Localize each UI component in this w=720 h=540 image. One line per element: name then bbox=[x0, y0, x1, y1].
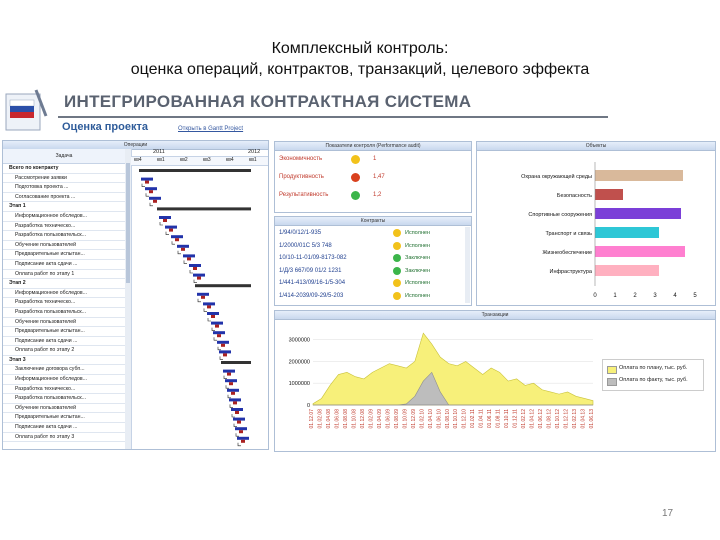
trans-x-tick: 01.10.12 bbox=[555, 409, 562, 429]
task-row[interactable]: Рассмотрение заявки bbox=[3, 174, 125, 184]
gantt-fact-bar bbox=[197, 277, 201, 280]
trans-x-tick: 01.10.10 bbox=[453, 409, 460, 429]
transactions-panel bbox=[274, 310, 716, 452]
contract-status-dot-icon bbox=[393, 254, 401, 262]
open-gantt-link[interactable]: Открыть в Gantt Project bbox=[178, 126, 244, 132]
perf-indicator-name: Продуктивность bbox=[279, 174, 324, 180]
gantt-fact-bar bbox=[187, 257, 191, 260]
gantt-plan-bar bbox=[183, 254, 195, 257]
bar-x-tick: 3 bbox=[653, 293, 657, 299]
contract-status-dot-icon bbox=[393, 267, 401, 275]
gantt-fact-bar bbox=[181, 248, 185, 251]
task-group-row[interactable]: Этап 2 bbox=[3, 279, 125, 289]
gantt-fact-bar bbox=[193, 267, 197, 270]
legend-swatch-plan bbox=[607, 366, 617, 374]
slide-title bbox=[0, 38, 720, 80]
gantt-plan-bar bbox=[223, 370, 235, 373]
quarter-label: кв3 bbox=[203, 157, 211, 163]
gantt-link bbox=[178, 251, 181, 254]
title-divider bbox=[58, 116, 608, 118]
task-group-row[interactable]: Этап 3 bbox=[3, 356, 125, 366]
trans-x-tick: 01.08.12 bbox=[546, 409, 553, 429]
trans-x-tick: 01.02.11 bbox=[470, 409, 477, 429]
gantt-link bbox=[194, 280, 197, 283]
year-label: 2011 bbox=[153, 149, 165, 155]
quarter-label: кв1 bbox=[249, 157, 257, 163]
task-row[interactable]: Разработка техническо... bbox=[3, 222, 125, 232]
task-row[interactable]: Разработка пользовательск... bbox=[3, 231, 125, 241]
transactions-header: Транзакции bbox=[275, 311, 715, 320]
quarter-label: кв4 bbox=[134, 157, 142, 163]
gantt-link bbox=[212, 328, 215, 331]
bar-x-tick: 4 bbox=[673, 293, 677, 299]
gantt-fact-bar bbox=[227, 373, 231, 376]
gantt-summary-bar bbox=[221, 361, 251, 364]
gantt-plan-bar bbox=[141, 178, 153, 181]
gantt-plan-bar bbox=[197, 293, 209, 296]
contract-status-dot-icon bbox=[393, 229, 401, 237]
year-label: 2012 bbox=[248, 149, 261, 155]
legend-label-plan: Оплата по плану, тыс. руб. bbox=[619, 365, 688, 371]
trans-x-tick: 01.02.09 bbox=[368, 409, 375, 429]
status-dot-icon bbox=[351, 155, 360, 164]
trans-x-tick: 01.12.09 bbox=[410, 409, 417, 429]
gantt-fact-bar bbox=[239, 430, 243, 433]
contract-id-link[interactable]: 1/441-413/09/16-1/5-304 bbox=[279, 280, 346, 286]
bar-chart-header: Объекты bbox=[477, 142, 715, 151]
gantt-summary-bar bbox=[195, 284, 251, 287]
task-row[interactable]: Оплата работ по этапу 1 bbox=[3, 270, 125, 280]
contract-status-dot-icon bbox=[393, 292, 401, 300]
trans-x-tick: 01.02.13 bbox=[572, 409, 579, 429]
perf-indicator-value: 1,47 bbox=[373, 174, 385, 180]
bar-x-tick: 1 bbox=[613, 293, 617, 299]
task-row[interactable]: Информационное обследов... bbox=[3, 289, 125, 299]
trans-x-tick: 01.12.10 bbox=[461, 409, 468, 429]
transactions-legend bbox=[602, 359, 704, 391]
gantt-fact-bar bbox=[211, 315, 215, 318]
object-bar bbox=[595, 208, 681, 219]
gantt-plan-bar bbox=[149, 197, 161, 200]
trans-y-tick: 3000000 bbox=[288, 337, 310, 344]
gantt-link bbox=[230, 404, 233, 407]
task-row[interactable]: Информационное обследов... bbox=[3, 212, 125, 222]
gantt-plan-bar bbox=[165, 226, 177, 229]
gantt-plan-bar bbox=[159, 216, 171, 219]
perf-indicator-name: Экономичность bbox=[279, 156, 323, 162]
gantt-plan-bar bbox=[145, 187, 157, 190]
task-row[interactable]: Разработка техническо... bbox=[3, 298, 125, 308]
task-row[interactable]: Предварительные испытан... bbox=[3, 250, 125, 260]
gantt-link bbox=[238, 443, 241, 446]
gantt-plan-bar bbox=[235, 427, 247, 430]
task-row[interactable]: Обучение пользователей bbox=[3, 241, 125, 251]
task-tree bbox=[3, 149, 126, 449]
gantt-plan-bar bbox=[177, 245, 189, 248]
object-category-label: Жизнеобеспечение bbox=[542, 250, 592, 256]
legend-swatch-fact bbox=[607, 378, 617, 386]
trans-x-tick: 01.12.08 bbox=[359, 409, 366, 429]
trans-y-tick: 1000000 bbox=[288, 381, 310, 388]
gantt-plan-bar bbox=[203, 302, 215, 305]
gantt-plan-bar bbox=[211, 322, 223, 325]
gantt-plan-bar bbox=[237, 437, 249, 440]
task-row[interactable]: Подписание акта сдачи ... bbox=[3, 423, 125, 433]
task-row[interactable]: Обучение пользователей bbox=[3, 318, 125, 328]
trans-x-tick: 01.04.11 bbox=[478, 409, 485, 429]
trans-x-tick: 01.02.08 bbox=[317, 409, 324, 429]
object-bar bbox=[595, 189, 623, 200]
contract-id-link[interactable]: 1/Д/3 667/09 01/2 1231 bbox=[279, 267, 342, 274]
contract-status-dot-icon bbox=[393, 242, 401, 250]
task-row[interactable]: Предварительные испытан... bbox=[3, 413, 125, 423]
task-row[interactable]: Заключение договора субп... bbox=[3, 365, 125, 375]
transaction-series-area bbox=[313, 333, 593, 405]
trans-y-tick: 0 bbox=[306, 403, 310, 409]
gantt-fact-bar bbox=[175, 238, 179, 241]
task-row[interactable]: Подписание акта сдачи ... bbox=[3, 260, 125, 270]
object-category-label: Безопасность bbox=[556, 193, 592, 199]
trans-x-tick: 01.04.12 bbox=[529, 409, 536, 429]
object-category-label: Транспорт и связь bbox=[545, 231, 592, 237]
contract-status: Исполнен bbox=[405, 280, 430, 286]
perf-indicator-name: Результативность bbox=[279, 192, 329, 198]
trans-x-tick: 01.12.11 bbox=[512, 409, 519, 429]
gantt-link bbox=[226, 385, 229, 388]
task-row[interactable]: Разработка пользовательск... bbox=[3, 308, 125, 318]
gantt-plan-bar bbox=[171, 235, 183, 238]
trans-x-tick: 01.10.08 bbox=[351, 409, 358, 429]
gantt-link bbox=[198, 299, 201, 302]
task-row[interactable]: Обучение пользователей bbox=[3, 404, 125, 414]
object-bar bbox=[595, 170, 683, 181]
gantt-link bbox=[218, 347, 221, 350]
gantt-fact-bar bbox=[207, 305, 211, 308]
gantt-summary-bar bbox=[157, 207, 251, 210]
object-bar bbox=[595, 265, 659, 276]
gantt-bars bbox=[131, 166, 268, 450]
gantt-panel bbox=[2, 140, 269, 450]
gantt-plan-bar bbox=[189, 264, 201, 267]
contracts-panel bbox=[274, 216, 472, 306]
performance-audit-panel bbox=[274, 141, 472, 213]
task-row[interactable]: Подготовка проекта ... bbox=[3, 183, 125, 193]
gantt-plan-bar bbox=[231, 408, 243, 411]
gantt-fact-bar bbox=[163, 219, 167, 222]
contract-status: Заключен bbox=[405, 267, 431, 274]
gantt-link bbox=[166, 232, 169, 235]
gantt-header: Операции bbox=[3, 141, 268, 150]
perf-indicator-value: 1,2 bbox=[373, 192, 382, 198]
quarter-label: кв2 bbox=[180, 157, 188, 163]
task-row[interactable]: Предварительные испытан... bbox=[3, 327, 125, 337]
trans-x-tick: 01.08.08 bbox=[342, 409, 349, 429]
scrollbar-thumb[interactable] bbox=[126, 163, 130, 283]
gantt-plan-bar bbox=[207, 312, 219, 315]
contract-id-link[interactable]: 1/94/0/12/1-935 bbox=[279, 230, 322, 236]
trans-x-tick: 01.06.13 bbox=[589, 409, 595, 429]
gantt-link bbox=[214, 337, 217, 340]
contract-id-link[interactable]: 1/414-2039/09-29/5-203 bbox=[279, 292, 344, 299]
gantt-link bbox=[150, 203, 153, 206]
gantt-link bbox=[190, 270, 193, 273]
trans-x-tick: 01.08.09 bbox=[393, 409, 400, 429]
trans-x-tick: 01.04.08 bbox=[325, 409, 332, 429]
gantt-link bbox=[234, 424, 237, 427]
contract-status: Исполнен bbox=[405, 292, 430, 299]
trans-x-tick: 01.02.12 bbox=[521, 409, 528, 429]
gantt-fact-bar bbox=[145, 181, 149, 184]
objects-bar-chart-panel bbox=[476, 141, 716, 306]
gantt-link bbox=[160, 222, 163, 225]
gantt-fact-bar bbox=[233, 401, 237, 404]
gantt-plan-bar bbox=[229, 398, 241, 401]
task-row[interactable]: Информационное обследов... bbox=[3, 375, 125, 385]
gantt-fact-bar bbox=[217, 334, 221, 337]
gantt-link bbox=[220, 356, 223, 359]
quarter-label: кв4 bbox=[226, 157, 234, 163]
trans-x-tick: 01.08.10 bbox=[444, 409, 451, 429]
object-bar bbox=[595, 246, 685, 257]
gantt-fact-bar bbox=[153, 200, 157, 203]
bar-chart bbox=[477, 150, 715, 305]
gantt-fact-bar bbox=[221, 344, 225, 347]
bar-x-tick: 2 bbox=[633, 293, 637, 299]
task-row[interactable]: Оплата работ по этапу 2 bbox=[3, 346, 125, 356]
gantt-fact-bar bbox=[149, 190, 153, 193]
gantt-plan-bar bbox=[193, 274, 205, 277]
contract-status: Исполнен bbox=[405, 230, 430, 236]
gantt-fact-bar bbox=[237, 421, 241, 424]
gantt-link bbox=[172, 241, 175, 244]
trans-x-tick: 01.12.12 bbox=[563, 409, 570, 429]
trans-x-tick: 01.06.12 bbox=[538, 409, 545, 429]
gantt-link bbox=[208, 318, 211, 321]
gantt-fact-bar bbox=[215, 325, 219, 328]
trans-x-tick: 01.04.09 bbox=[376, 409, 383, 429]
task-group-row[interactable]: Всего по контракту bbox=[3, 164, 125, 174]
object-category-label: Охрана окружающей среды bbox=[521, 174, 592, 180]
trans-x-tick: 01.06.08 bbox=[334, 409, 341, 429]
gantt-plan-bar bbox=[227, 389, 239, 392]
contract-status-dot-icon bbox=[393, 279, 401, 287]
legend-label-fact: Оплата по факту, тыс. руб. bbox=[619, 377, 688, 383]
trans-x-tick: 01.06.11 bbox=[487, 409, 494, 429]
slide-title-line2: оценка операций, контрактов, транзакций, целевого эффекта bbox=[130, 61, 590, 78]
gantt-fact-bar bbox=[231, 392, 235, 395]
contract-status: Исполнен bbox=[405, 242, 430, 249]
trans-x-tick: 01.04.10 bbox=[427, 409, 434, 429]
object-category-label: Инфраструктура bbox=[549, 269, 592, 275]
gantt-link bbox=[184, 260, 187, 263]
trans-x-tick: 01.06.09 bbox=[385, 409, 392, 429]
trans-x-tick: 01.04.13 bbox=[580, 409, 587, 429]
status-dot-icon bbox=[351, 173, 360, 182]
bar-x-tick: 5 bbox=[693, 293, 697, 299]
task-row[interactable]: Согласование проекта ... bbox=[3, 193, 125, 203]
slide-title-line1: Комплексный контроль: bbox=[271, 40, 449, 57]
task-row[interactable]: Разработка пользовательск... bbox=[3, 394, 125, 404]
page-number: 17 bbox=[662, 508, 674, 519]
task-row[interactable]: Оплата работ по этапу 3 bbox=[3, 433, 125, 443]
contracts-scrollbar[interactable] bbox=[465, 227, 470, 303]
system-title: ИНТЕГРИРОВАННАЯ КОНТРАКТНАЯ СИСТЕМА bbox=[64, 92, 472, 111]
gantt-fact-bar bbox=[201, 296, 205, 299]
gantt-link bbox=[228, 395, 231, 398]
perf-indicator-value: 1 bbox=[373, 156, 377, 162]
task-row[interactable]: Разработка техническо... bbox=[3, 385, 125, 395]
task-row[interactable]: Подписание акта сдачи ... bbox=[3, 337, 125, 347]
gantt-link bbox=[224, 376, 227, 379]
gantt-plan-bar bbox=[213, 331, 225, 334]
trans-y-tick: 2000000 bbox=[288, 359, 310, 366]
trans-x-tick: 01.10.11 bbox=[504, 409, 511, 429]
gantt-fact-bar bbox=[229, 382, 233, 385]
trans-x-tick: 01.10.09 bbox=[402, 409, 409, 429]
document-flag-icon bbox=[4, 86, 48, 136]
task-group-row[interactable]: Этап 1 bbox=[3, 202, 125, 212]
gantt-fact-bar bbox=[169, 229, 173, 232]
gantt-link bbox=[236, 433, 239, 436]
trans-x-tick: 01.08.11 bbox=[495, 409, 502, 429]
gantt-fact-bar bbox=[235, 411, 239, 414]
contract-status: Заключен bbox=[405, 255, 431, 261]
gantt-link bbox=[142, 184, 145, 187]
contracts-header: Контракты bbox=[275, 217, 471, 226]
trans-x-tick: 01.12.07 bbox=[309, 409, 315, 429]
gantt-fact-bar bbox=[241, 440, 245, 443]
bar-x-tick: 0 bbox=[593, 293, 597, 299]
status-dot-icon bbox=[351, 191, 360, 200]
gantt-link bbox=[146, 193, 149, 196]
task-tree-header: Задача bbox=[3, 149, 125, 164]
trans-x-tick: 01.06.10 bbox=[436, 409, 443, 429]
contract-id-link[interactable]: 1/2000/01C 5/3 748 bbox=[279, 242, 332, 249]
object-category-label: Спортивные сооружения bbox=[528, 212, 592, 218]
gantt-fact-bar bbox=[223, 353, 227, 356]
gantt-plan-bar bbox=[225, 379, 237, 382]
gantt-plan-bar bbox=[217, 341, 229, 344]
trans-x-tick: 01.02.10 bbox=[419, 409, 426, 429]
gantt-link bbox=[204, 308, 207, 311]
perf-header: Показатели контроля (Performance audit) bbox=[275, 142, 471, 151]
gantt-plan-bar bbox=[219, 350, 231, 353]
quarter-label: кв1 bbox=[157, 157, 165, 163]
object-bar bbox=[595, 227, 659, 238]
gantt-link bbox=[232, 414, 235, 417]
gantt-timeline bbox=[131, 149, 268, 449]
contract-id-link[interactable]: 10/10-11-01/09-8173-082 bbox=[279, 255, 347, 261]
gantt-plan-bar bbox=[233, 418, 245, 421]
gantt-summary-bar bbox=[139, 169, 251, 172]
project-title: Оценка проекта bbox=[62, 121, 148, 133]
